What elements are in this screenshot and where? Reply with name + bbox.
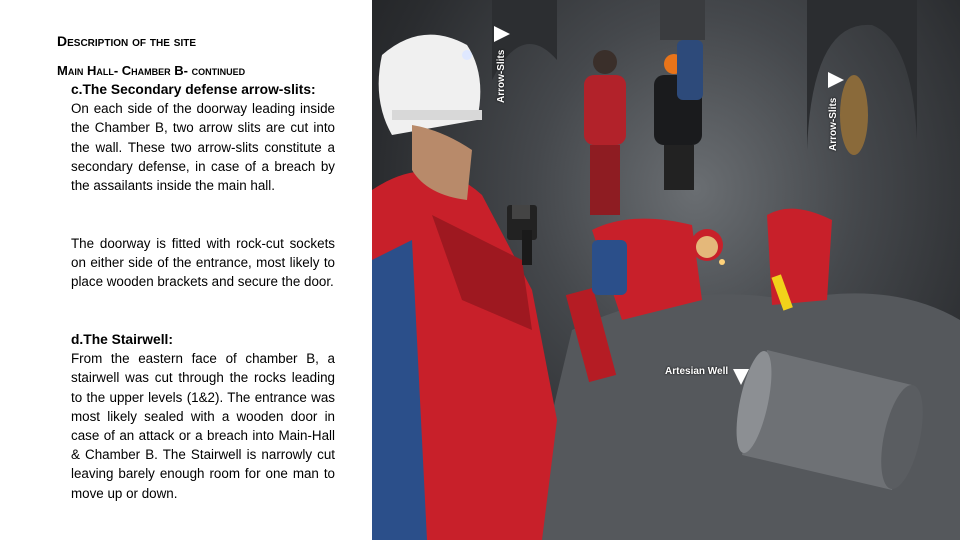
subsection-title: Main Hall- Chamber B- continued xyxy=(57,63,246,78)
headlamp-light xyxy=(462,50,472,60)
artesian-well-label: Artesian Well xyxy=(665,366,729,377)
arrow-slits-block xyxy=(71,80,335,195)
doorway-text: The doorway is fitted with rock-cut sockets on either side of the entrance, most likely to place wooden brackets and secure the door. xyxy=(71,236,335,290)
stairwell-text: From the eastern face of chamber B, a stairwell was cut through the rocks leading to the upper levels (1&2). The entrance was most likely sealed with a wooden door in case of an attack or a breach into Main-Hall & Chamber B. The Stairwell is narrowly cut leaving barely enough room for one man to move up or down. xyxy=(71,351,335,501)
text-panel xyxy=(0,0,372,540)
lamp-light xyxy=(719,259,725,265)
caver-back-left xyxy=(584,50,626,215)
arrow-down-icon xyxy=(733,369,749,385)
arrow-slits-heading: c.The Secondary defense arrow-slits: xyxy=(71,82,316,97)
cave-photo xyxy=(372,0,960,540)
section-title: Description of the site xyxy=(57,33,197,49)
caver-foreground xyxy=(372,35,557,540)
arrow-slits-label-left: Arrow-Slits xyxy=(496,49,507,103)
cave-scene xyxy=(372,0,960,540)
arrow-right-icon xyxy=(828,72,844,88)
stairwell-block xyxy=(71,330,335,503)
pillar xyxy=(660,0,705,40)
right-arch-opening xyxy=(840,75,868,155)
arrow-slits-label-right: Arrow-Slits xyxy=(828,97,839,151)
doorway-block xyxy=(71,234,335,292)
caver-right xyxy=(767,209,832,311)
caver-back-far xyxy=(677,40,703,100)
arrow-slits-text: On each side of the doorway leading inside the Chamber B, two arrow slits are cut into the wall. These two arrow-slits constitute a secondary defense, in case of a breach by the assailants inside the main hall. xyxy=(71,101,335,194)
arrow-right-icon xyxy=(494,26,510,42)
stairwell-heading: d.The Stairwell: xyxy=(71,332,173,347)
